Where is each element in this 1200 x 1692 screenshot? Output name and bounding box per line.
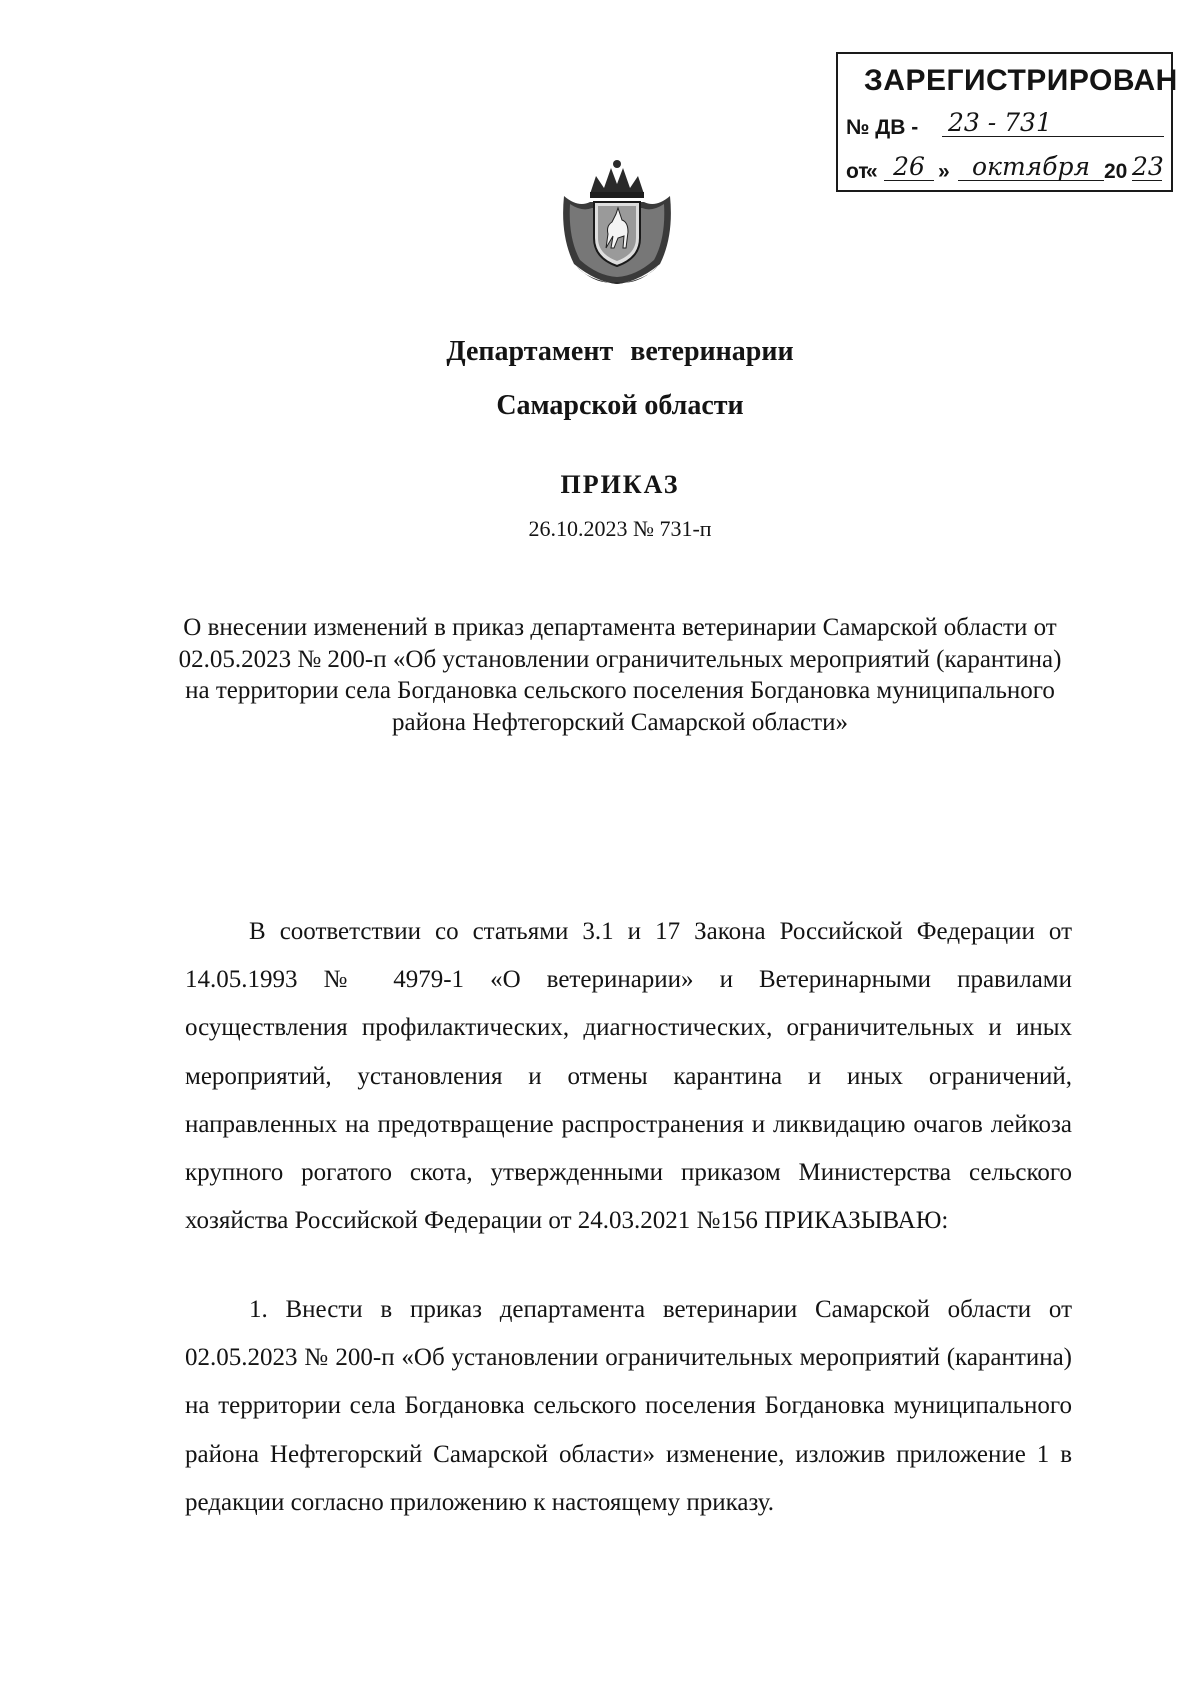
department-word-vet: ветеринарии [630, 336, 794, 367]
order-subject: О внесении изменений в приказ департамента ветеринарии Самарской области от 02.05.2023 № 200-п «Об установлении ограничительных мероприятий (карантина) на территории села Богдановка сельского поселения Богдановка муниципального района Нефтегорский Самарской области» [178, 614, 1062, 736]
stamp-year-suffix: 23 [1132, 152, 1164, 181]
stamp-title: ЗАРЕГИСТРИРОВАН [864, 64, 1178, 97]
body-paragraph-1: В соответствии со статьями 3.1 и 17 Закона Российской Федерации от 14.05.1993 № 4979-1 «О ветеринарии» и Ветеринарными правилами осуществления профилактических, диагностических, ограничительных и иных мероприятий, установления и отмены карантина и иных ограничений, направленных на предотвращение распространения и ликвидацию очагов лейкоза крупного рогатого скота, утвержденными приказом Министерства сельского хозяйства Российской Федерации от 24.03.2021 №156 ПРИКАЗЫВАЮ: [185, 918, 1072, 1235]
stamp-year-prefix: 20 [1104, 160, 1128, 183]
stamp-date-label: от [846, 160, 869, 183]
samara-coat-of-arms-icon [556, 156, 678, 286]
department-name-line1 [0, 336, 1200, 368]
stamp-number-label: № ДВ - [846, 116, 919, 139]
stamp-date-month: октября [958, 154, 1104, 181]
department-word: Департамент [446, 336, 614, 367]
stamp-close-quote: » [938, 160, 950, 183]
registration-stamp [836, 52, 1178, 192]
stamp-date-day: 26 [884, 154, 934, 181]
stamp-open-quote: « [866, 160, 878, 183]
order-date-number: 26.10.2023 № 731-п [528, 516, 712, 541]
order-title: ПРИКАЗ [560, 470, 680, 499]
stamp-number-value: 23 - 731 [942, 110, 1164, 137]
body-paragraph-2: 1. Внести в приказ департамента ветеринарии Самарской области от 02.05.2023 № 200-п «Об установлении ограничительных мероприятий (карантина) на территории села Богдановка сельского поселения Богдановка муниципального района Нефтегорский Самарской области» изменение, изложив приложение 1 в редакции согласно приложению к настоящему приказу. [185, 1296, 1072, 1516]
department-name-line2: Самарской области [496, 390, 744, 421]
